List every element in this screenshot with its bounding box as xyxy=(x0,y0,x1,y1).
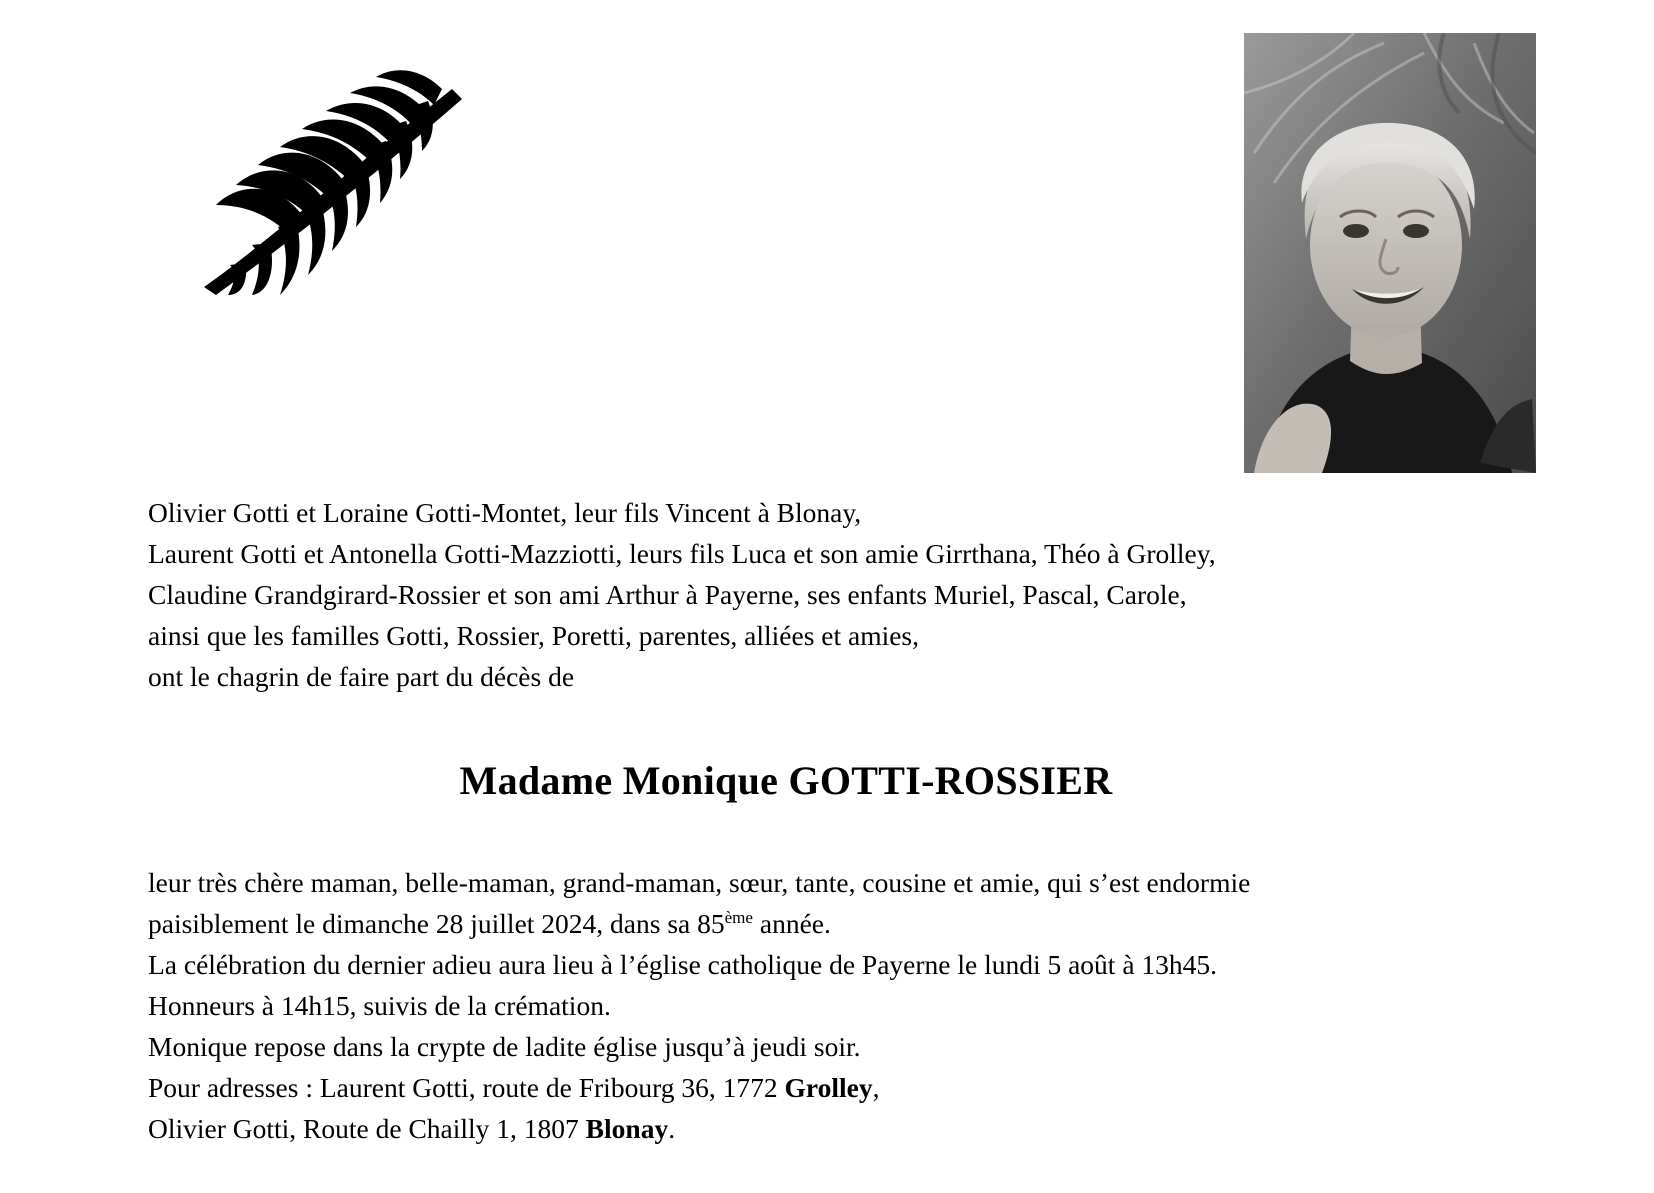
detail-date-text: paisiblement le dimanche 28 juillet 2024, dans sa 85 xyxy=(148,908,725,939)
address-2-city: Blonay xyxy=(585,1113,669,1144)
detail-line-crypt: Monique repose dans la crypte de ladite église jusqu’à jeudi soir. xyxy=(148,1031,861,1062)
detail-line-date xyxy=(148,903,1544,944)
address-1-text: Pour adresses : Laurent Gotti, route de Fribourg 36, 1772 xyxy=(148,1072,785,1103)
detail-line-relationship: leur très chère maman, belle-maman, grand-maman, sœur, tante, cousine et amie, qui s’est endormie xyxy=(148,867,1251,898)
family-line: Olivier Gotti et Loraine Gotti-Montet, leur fils Vincent à Blonay, xyxy=(148,497,862,528)
detail-line-address-2 xyxy=(148,1108,1544,1149)
detail-line-ceremony: La célébration du dernier adieu aura lieu à l’église catholique de Payerne le lundi 5 août à 13h45. xyxy=(148,949,1218,980)
family-line: ainsi que les familles Gotti, Rossier, Poretti, parentes, alliées et amies, xyxy=(148,620,920,651)
family-line: Laurent Gotti et Antonella Gotti-Mazziotti, leurs fils Luca et son amie Girrthana, Théo à Grolley, xyxy=(148,538,1216,569)
ordinal-suffix: ème xyxy=(724,907,753,927)
family-line: Claudine Grandgirard-Rossier et son ami Arthur à Payerne, ses enfants Muriel, Pascal, Carole, xyxy=(148,579,1187,610)
portrait-photo xyxy=(1244,33,1536,473)
address-2-tail: . xyxy=(668,1113,676,1144)
palm-branch-icon xyxy=(190,55,490,295)
detail-date-tail: année. xyxy=(753,908,831,939)
detail-line-address-1 xyxy=(148,1067,1544,1108)
address-1-tail: , xyxy=(872,1072,880,1103)
address-2-text: Olivier Gotti, Route de Chailly 1, 1807 xyxy=(148,1113,586,1144)
deceased-name: Madame Monique GOTTI-ROSSIER xyxy=(459,758,1113,803)
announcement-text xyxy=(148,492,1544,1149)
detail-line-honours: Honneurs à 14h15, suivis de la crémation. xyxy=(148,990,611,1021)
family-line: ont le chagrin de faire part du décès de xyxy=(148,661,575,692)
address-1-city: Grolley xyxy=(784,1072,873,1103)
